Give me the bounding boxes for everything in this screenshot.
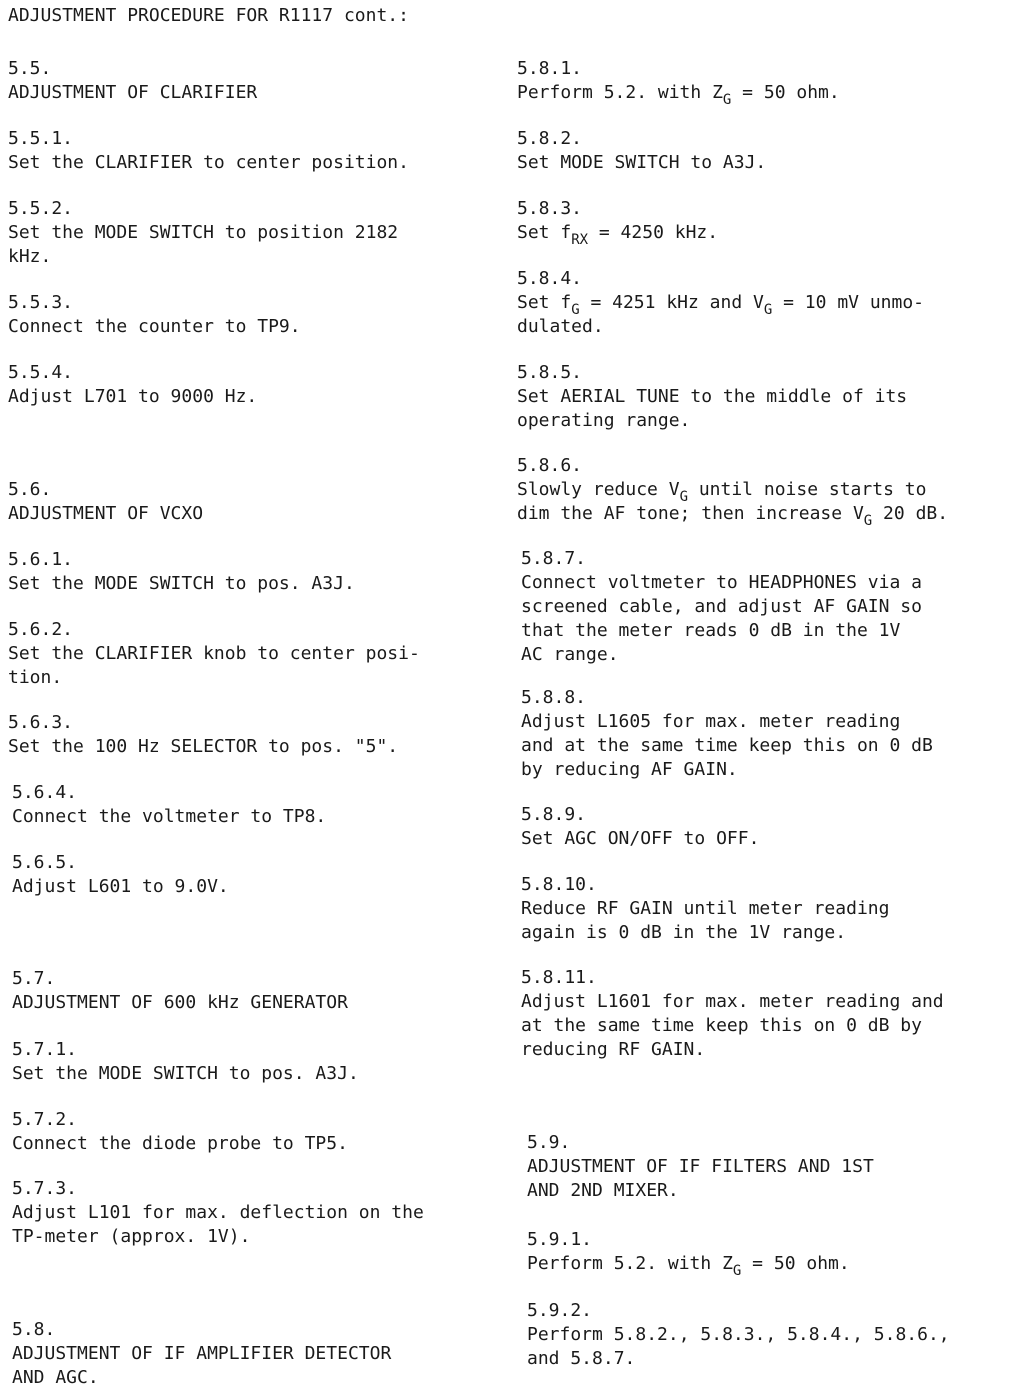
section-5-5 (8, 57, 257, 105)
section-title: ADJUSTMENT OF CLARIFIER (8, 82, 258, 103)
step-text: Set the MODE SWITCH to pos. A3J. (8, 573, 355, 594)
step-5-7-3 (12, 1177, 424, 1249)
step-text: kHz. (8, 246, 52, 267)
step-text: Set the MODE SWITCH to pos. A3J. (12, 1063, 359, 1084)
step-number: 5.6.5. (12, 852, 78, 873)
section-number: 5.8. (12, 1319, 56, 1340)
step-text: AC range. (521, 644, 619, 665)
step-text: tion. (8, 667, 63, 688)
text-part: = 4250 kHz. (588, 222, 719, 243)
section-5-9 (527, 1131, 874, 1203)
step-5-5-3 (8, 291, 301, 339)
step-5-7-1 (12, 1038, 359, 1086)
step-text: and 5.8.7. (527, 1348, 636, 1369)
step-text (517, 291, 925, 318)
step-number: 5.8.8. (521, 687, 587, 708)
section-number: 5.5. (8, 58, 52, 79)
step-5-9-2 (527, 1299, 950, 1371)
text-part: = 10 mV unmo- (772, 292, 925, 313)
step-text: Adjust L101 for max. deflection on the (12, 1202, 424, 1223)
step-number: 5.8.5. (517, 362, 583, 383)
step-5-8-11 (521, 966, 944, 1062)
step-number: 5.9.1. (527, 1229, 593, 1250)
section-title: ADJUSTMENT OF IF FILTERS AND 1ST (527, 1156, 874, 1177)
step-5-8-3 (517, 197, 719, 248)
section-number: 5.7. (12, 968, 56, 989)
step-number: 5.6.3. (8, 712, 74, 733)
step-5-8-9 (521, 803, 759, 851)
text-part: Slowly reduce V (517, 479, 680, 500)
step-text: Adjust L1601 for max. meter reading and (521, 991, 944, 1012)
step-text: Set the CLARIFIER knob to center posi- (8, 643, 420, 664)
step-number: 5.8.3. (517, 198, 583, 219)
section-title: ADJUSTMENT OF IF AMPLIFIER DETECTOR (12, 1343, 392, 1364)
text-part: Set f (517, 222, 572, 243)
step-5-6-1 (8, 548, 355, 596)
step-5-5-2 (8, 197, 398, 269)
section-number: 5.6. (8, 479, 52, 500)
text-part: = 4251 kHz and V (579, 292, 764, 313)
step-number: 5.7.1. (12, 1039, 78, 1060)
step-5-5-1 (8, 127, 409, 175)
step-number: 5.8.9. (521, 804, 587, 825)
step-number: 5.5.3. (8, 292, 74, 313)
text-part: 20 dB. (872, 503, 949, 524)
subscript: G (722, 92, 732, 108)
step-number: 5.8.2. (517, 128, 583, 149)
section-5-6 (8, 478, 203, 526)
step-text: Set the 100 Hz SELECTOR to pos. "5". (8, 736, 399, 757)
step-number: 5.7.3. (12, 1178, 78, 1199)
step-text: Perform 5.8.2., 5.8.3., 5.8.4., 5.8.6., (527, 1324, 950, 1345)
step-text: TP-meter (approx. 1V). (12, 1226, 251, 1247)
section-title: AND 2ND MIXER. (527, 1180, 679, 1201)
step-5-8-10 (521, 873, 889, 945)
section-5-8 (12, 1318, 391, 1390)
step-text: that the meter reads 0 dB in the 1V (521, 620, 901, 641)
section-title: ADJUSTMENT OF VCXO (8, 503, 204, 524)
text-part: Perform 5.2. with Z (527, 1253, 733, 1274)
step-text: Set MODE SWITCH to A3J. (517, 152, 767, 173)
page-header: ADJUSTMENT PROCEDURE FOR R1117 cont.: (8, 5, 409, 26)
step-text (517, 502, 949, 529)
step-number: 5.7.2. (12, 1109, 78, 1130)
subscript: G (763, 302, 773, 318)
step-text (517, 221, 719, 248)
step-5-8-4 (517, 267, 924, 339)
step-text: Set the MODE SWITCH to position 2182 (8, 222, 399, 243)
step-text: Connect the counter to TP9. (8, 316, 301, 337)
step-text: Set AERIAL TUNE to the middle of its (517, 386, 908, 407)
step-text: Adjust L701 to 9000 Hz. (8, 386, 258, 407)
step-text: at the same time keep this on 0 dB by (521, 1015, 922, 1036)
step-5-6-4 (12, 781, 326, 829)
text-part: Set f (517, 292, 572, 313)
subscript: G (571, 302, 580, 318)
step-number: 5.8.10. (521, 874, 597, 895)
step-text: by reducing AF GAIN. (521, 759, 738, 780)
section-title: ADJUSTMENT OF 600 kHz GENERATOR (12, 992, 348, 1013)
step-text: Adjust L1605 for max. meter reading (521, 711, 901, 732)
step-number: 5.8.6. (517, 455, 583, 476)
step-5-9-1 (527, 1228, 850, 1279)
section-5-7 (12, 967, 348, 1015)
step-number: 5.5.2. (8, 198, 74, 219)
step-5-5-4 (8, 361, 257, 409)
step-5-7-2 (12, 1108, 348, 1156)
section-title: AND AGC. (12, 1367, 99, 1388)
step-5-8-5 (517, 361, 907, 433)
step-text: Connect the diode probe to TP5. (12, 1133, 348, 1154)
step-number: 5.6.2. (8, 619, 74, 640)
step-text: and at the same time keep this on 0 dB (521, 735, 933, 756)
step-text: dulated. (517, 316, 604, 337)
step-5-6-5 (12, 851, 229, 899)
step-5-8-8 (521, 686, 933, 782)
step-5-8-7 (521, 547, 922, 667)
step-text (517, 81, 840, 108)
subscript: G (732, 1263, 742, 1279)
step-text (527, 1252, 850, 1279)
text-part: = 50 ohm. (731, 82, 840, 103)
step-number: 5.8.4. (517, 268, 583, 289)
text-part: = 50 ohm. (741, 1253, 850, 1274)
text-part: dim the AF tone; then increase V (517, 503, 864, 524)
step-text: Set the CLARIFIER to center position. (8, 152, 409, 173)
step-number: 5.8.7. (521, 548, 587, 569)
step-5-8-1 (517, 57, 840, 108)
step-text: reducing RF GAIN. (521, 1039, 706, 1060)
text-part: Perform 5.2. with Z (517, 82, 723, 103)
step-text: Connect voltmeter to HEADPHONES via a (521, 572, 922, 593)
section-number: 5.9. (527, 1132, 571, 1153)
text-part: until noise starts to (688, 479, 927, 500)
step-text: screened cable, and adjust AF GAIN so (521, 596, 922, 617)
step-number: 5.6.4. (12, 782, 78, 803)
step-number: 5.6.1. (8, 549, 74, 570)
step-text: operating range. (517, 410, 691, 431)
step-number: 5.5.1. (8, 128, 74, 149)
step-text: Connect the voltmeter to TP8. (12, 806, 327, 827)
subscript: G (679, 489, 688, 505)
step-5-6-3 (8, 711, 398, 759)
step-number: 5.9.2. (527, 1300, 593, 1321)
step-number: 5.5.4. (8, 362, 74, 383)
step-text: again is 0 dB in the 1V range. (521, 922, 847, 943)
step-text: Adjust L601 to 9.0V. (12, 876, 229, 897)
step-5-8-2 (517, 127, 766, 175)
step-number: 5.8.11. (521, 967, 597, 988)
step-text (517, 478, 948, 505)
step-text: Set AGC ON/OFF to OFF. (521, 828, 760, 849)
step-5-8-6 (517, 454, 949, 529)
step-text: Reduce RF GAIN until meter reading (521, 898, 890, 919)
subscript: G (863, 513, 873, 529)
step-number: 5.8.1. (517, 58, 583, 79)
step-5-6-2 (8, 618, 420, 690)
subscript: RX (571, 232, 589, 248)
